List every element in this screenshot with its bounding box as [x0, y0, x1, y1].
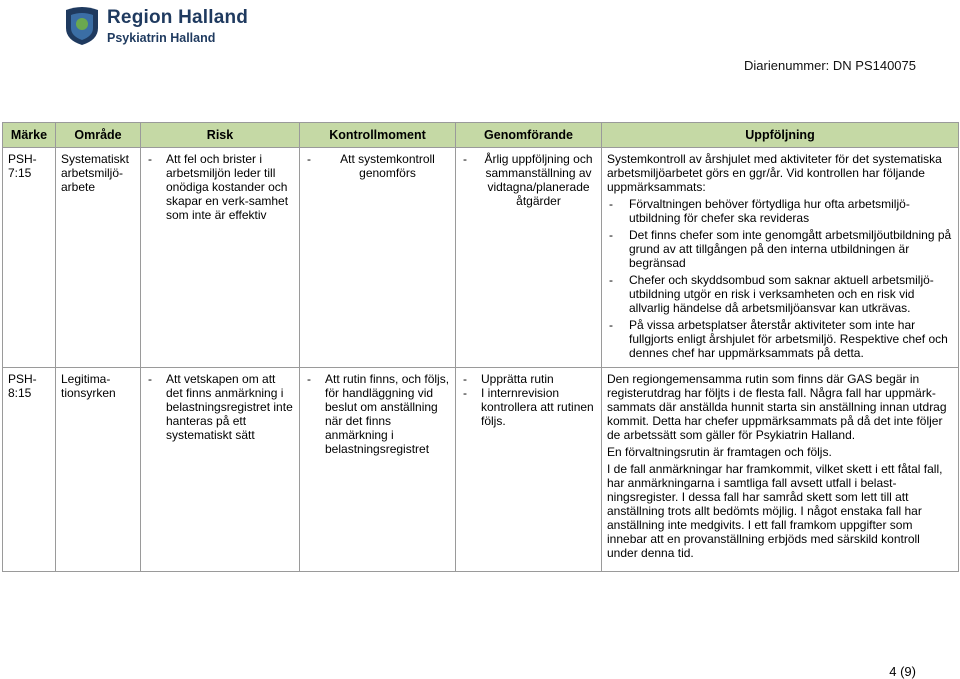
cell-kontrollmoment: [300, 148, 456, 368]
table-row: [3, 368, 959, 572]
control-table: [2, 122, 959, 572]
table-row: [3, 148, 959, 368]
diarienummer: Diarienummer: DN PS140075: [744, 58, 916, 73]
kontroll-item: - Att systemkontroll genomförs: [325, 152, 450, 180]
risk-item: - Att fel och brister i arbetsmiljön leder till onödiga kostander och skapar en verk-samhet som inte är effektiv: [166, 152, 294, 222]
genomforande-item: - Årlig uppföljning och sammanställning av vidtagna/planerade åtgärder: [481, 152, 596, 208]
cell-uppfoljning: [602, 148, 959, 368]
uppfoljning-point: - På vissa arbetsplatser återstår aktiviteter som inte har fullgjorts enligt årshjulet för arbetsmiljö. Respektive chef och dennes chef har uppmärksammats på detta.: [629, 318, 953, 360]
uppfoljning-paragraph: I de fall anmärkningar har framkommit, vilket skett i ett fåtal fall, har anmärkningarna i samtliga fall avsett utfall i belast-ningsregister. I dessa fall har samråd skett som lett till att anställning trots allt bedömts möjlig. I något enstaka fall har anställning inte medgivits. I ett fall framkom uppgifter som innebar att en provanställning erbjöds med särskild kontroll under denna tid.: [607, 462, 943, 560]
uppfoljning-paragraph: Den regiongemensamma rutin som finns där GAS begär in registerutdrag har följts i de flesta fall. Några fall har uppmärk-sammats där anställda hunnit starta sin anställning innan utdrag kommit. Detta har chefer uppmärksammats på då det inte följer de arbetssätt som gäller för Psykiatrin Halland.: [607, 372, 947, 442]
logo-mark-icon: [62, 2, 102, 46]
cell-marke: PSH-8:15: [3, 368, 56, 572]
risk-item: - Att vetskapen om att det finns anmärkning i belastningsregistret inte hanteras på ett systematiskt sätt: [166, 372, 294, 442]
uppfoljning-point: - Det finns chefer som inte genomgått arbetsmiljöutbildning på grund av att tillgången på den interna utbildningen är begränsad: [629, 228, 953, 270]
column-header-genomforande: Genomförande: [456, 123, 602, 148]
cell-kontrollmoment: [300, 368, 456, 572]
uppfoljning-intro: Systemkontroll av årshjulet med aktiviteter för det systematiska arbetsmiljöarbetet görs en ggr/år. Vid kontrollen har följande uppmärksammats:: [607, 152, 942, 194]
column-header-kontrollmoment: Kontrollmoment: [300, 123, 456, 148]
uppfoljning-point: - Chefer och skyddsombud som saknar aktuell arbetsmiljö-utbildning utgör en risk i verksamheten och en risk vid allvarlig händelse då arbetsmiljöansvar kan utkrävas.: [629, 273, 953, 315]
cell-risk: [141, 368, 300, 572]
cell-uppfoljning: [602, 368, 959, 572]
cell-marke: PSH-7:15: [3, 148, 56, 368]
column-header-omrade: Område: [56, 123, 141, 148]
genomforande-item: - I internrevision kontrollera att rutinen följs.: [481, 386, 596, 428]
kontroll-item: - Att rutin finns, och följs, för handläggning vid beslut om anställning när det finns anmärkning i belastningsregistret: [325, 372, 450, 456]
column-header-marke: Märke: [3, 123, 56, 148]
uppfoljning-paragraph: En förvaltningsrutin är framtagen och följs.: [607, 445, 832, 459]
cell-genomforande: [456, 148, 602, 368]
org-name: Region Halland: [107, 7, 249, 28]
genomforande-item: - Upprätta rutin: [481, 372, 596, 386]
cell-risk: [141, 148, 300, 368]
org-subtitle: Psykiatrin Halland: [107, 31, 216, 45]
cell-omrade: Legitima-tionsyrken: [56, 368, 141, 572]
cell-omrade: Systematiskt arbetsmiljö-arbete: [56, 148, 141, 368]
column-header-uppfoljning: Uppföljning: [602, 123, 959, 148]
table-header-row: [3, 123, 959, 148]
cell-genomforande: [456, 368, 602, 572]
page-number: 4 (9): [889, 664, 916, 679]
uppfoljning-point: - Förvaltningen behöver förtydliga hur ofta arbetsmiljö-utbildning för chefer ska revideras: [629, 197, 953, 225]
region-halland-logo: [62, 2, 262, 48]
column-header-risk: Risk: [141, 123, 300, 148]
